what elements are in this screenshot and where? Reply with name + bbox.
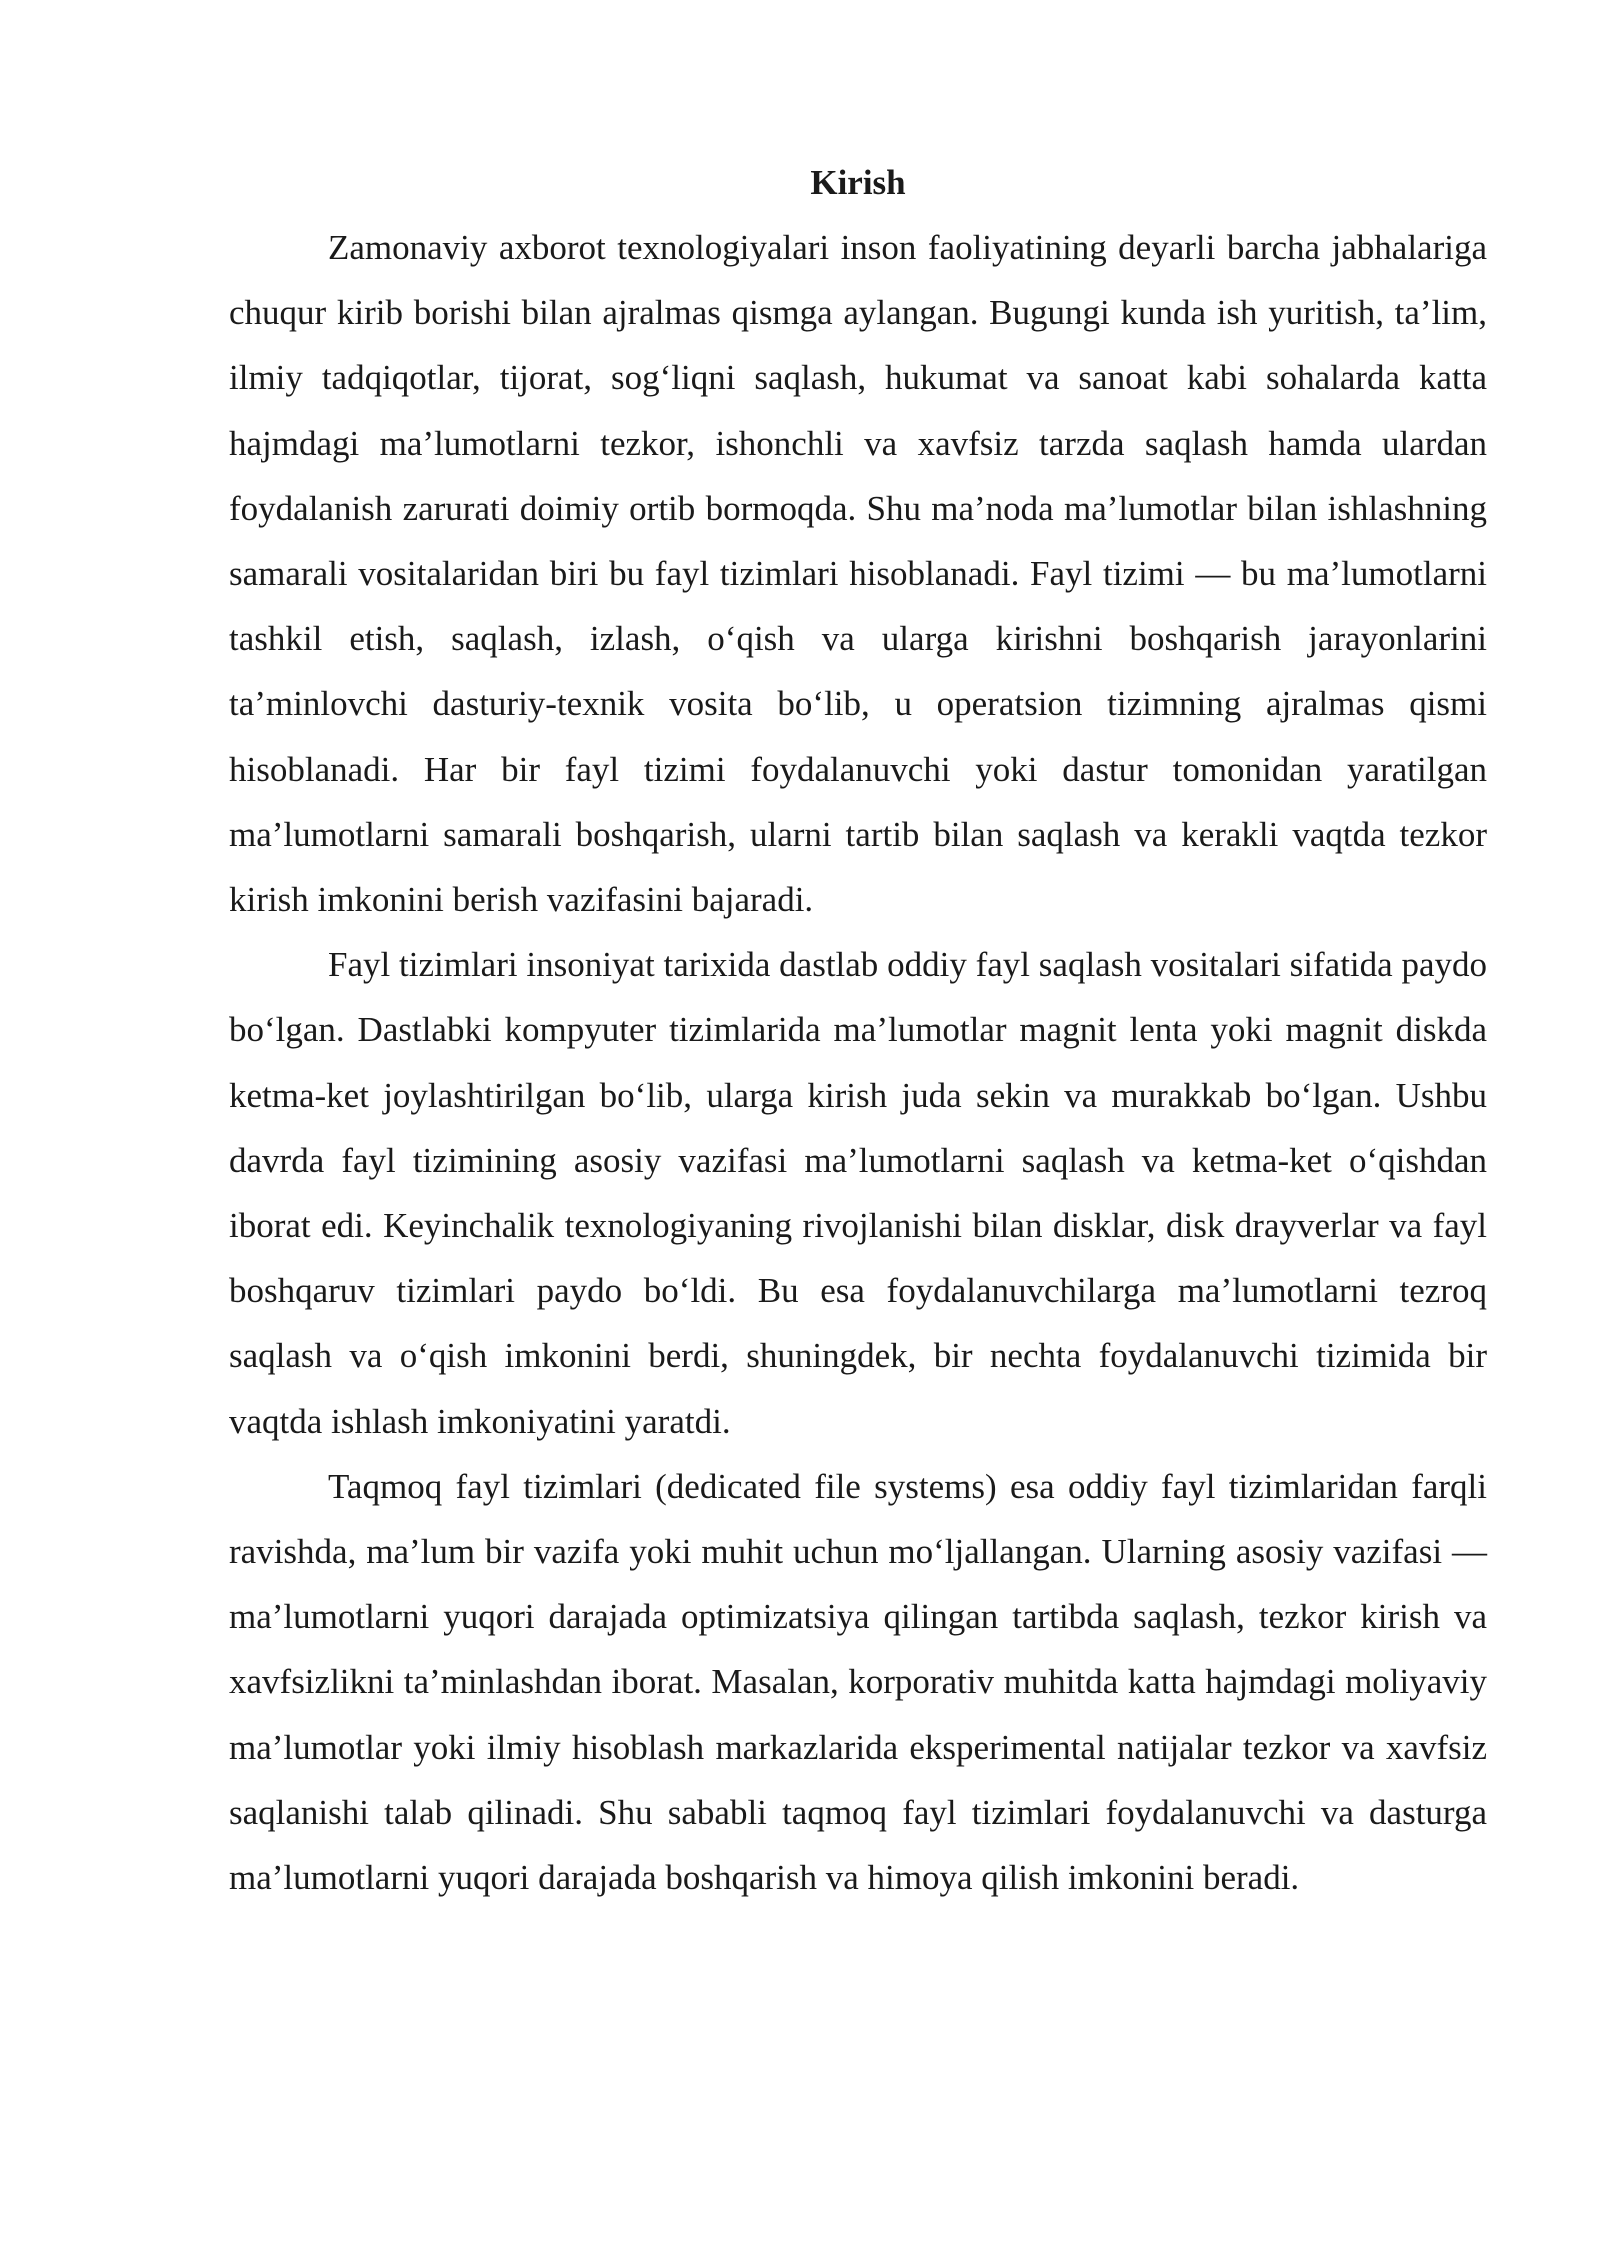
paragraph-3: Taqmoq fayl tizimlari (dedicated file systems) esa oddiy fayl tizimlaridan farqli ravishda, ma’lum bir vazifa yoki muhit uchun mo‘ljallangan. Ularning asosiy vazifasi — ma’lumotlarni yuqori darajada optimizatsiya qilingan tartibda saqlash, tezkor kirish va xavfsizlikni ta’minlashdan iborat. Masalan, korporativ muhitda katta hajmdagi moliyaviy ma’lumotlar yoki ilmiy hisoblash markazlarida eksperimental natijalar tezkor va xavfsiz saqlanishi talab qilinadi. Shu sababli taqmoq fayl tizimlari foydalanuvchi va dasturga ma’lumotlarni yuqori darajada boshqarish va himoya qilish imkonini beradi. xyxy=(229,1466,1487,1898)
paragraph-1: Zamonaviy axborot texnologiyalari inson faoliyatining deyarli barcha jabhalariga chuqur kirib borishi bilan ajralmas qismga aylangan. Bugungi kunda ish yuritish, ta’lim, ilmiy tadqiqotlar, tijorat, sog‘liqni saqlash, hukumat va sanoat kabi sohalarda katta hajmdagi ma’lumotlarni tezkor, ishonchli va xavfsiz tarzda saqlash hamda ulardan foydalanish zarurati doimiy ortib bormoqda. Shu ma’noda ma’lumotlar bilan ishlashning samarali vositalaridan biri bu fayl tizimlari hisoblanadi. Fayl tizimi — bu ma’lumotlarni tashkil etish, saqlash, izlash, o‘qish va ularga kirishni boshqarish jarayonlarini ta’minlovchi dasturiy-texnik vosita bo‘lib, u operatsion tizimning ajralmas qismi hisoblanadi. Har bir fayl tizimi foydalanuvchi yoki dastur tomonidan yaratilgan ma’lumotlarni samarali boshqarish, ularni tartib bilan saqlash va kerakli vaqtda tezkor kirish imkonini berish vazifasini bajaradi. xyxy=(229,228,1487,920)
section-title: Kirish xyxy=(810,163,906,202)
document-body xyxy=(229,150,1487,1910)
paragraph-2: Fayl tizimlari insoniyat tarixida dastlab oddiy fayl saqlash vositalari sifatida paydo bo‘lgan. Dastlabki kompyuter tizimlarida ma’lumotlar magnit lenta yoki magnit diskda ketma-ket joylashtirilgan bo‘lib, ularga kirish juda sekin va murakkab bo‘lgan. Ushbu davrda fayl tizimining asosiy vazifasi ma’lumotlarni saqlash va ketma-ket o‘qishdan iborat edi. Keyinchalik texnologiyaning rivojlanishi bilan disklar, disk drayverlar va fayl boshqaruv tizimlari paydo bo‘ldi. Bu esa foydalanuvchilarga ma’lumotlarni tezroq saqlash va o‘qish imkonini berdi, shuningdek, bir nechta foydalanuvchi tizimida bir vaqtda ishlash imkoniyatini yaratdi. xyxy=(229,945,1487,1441)
